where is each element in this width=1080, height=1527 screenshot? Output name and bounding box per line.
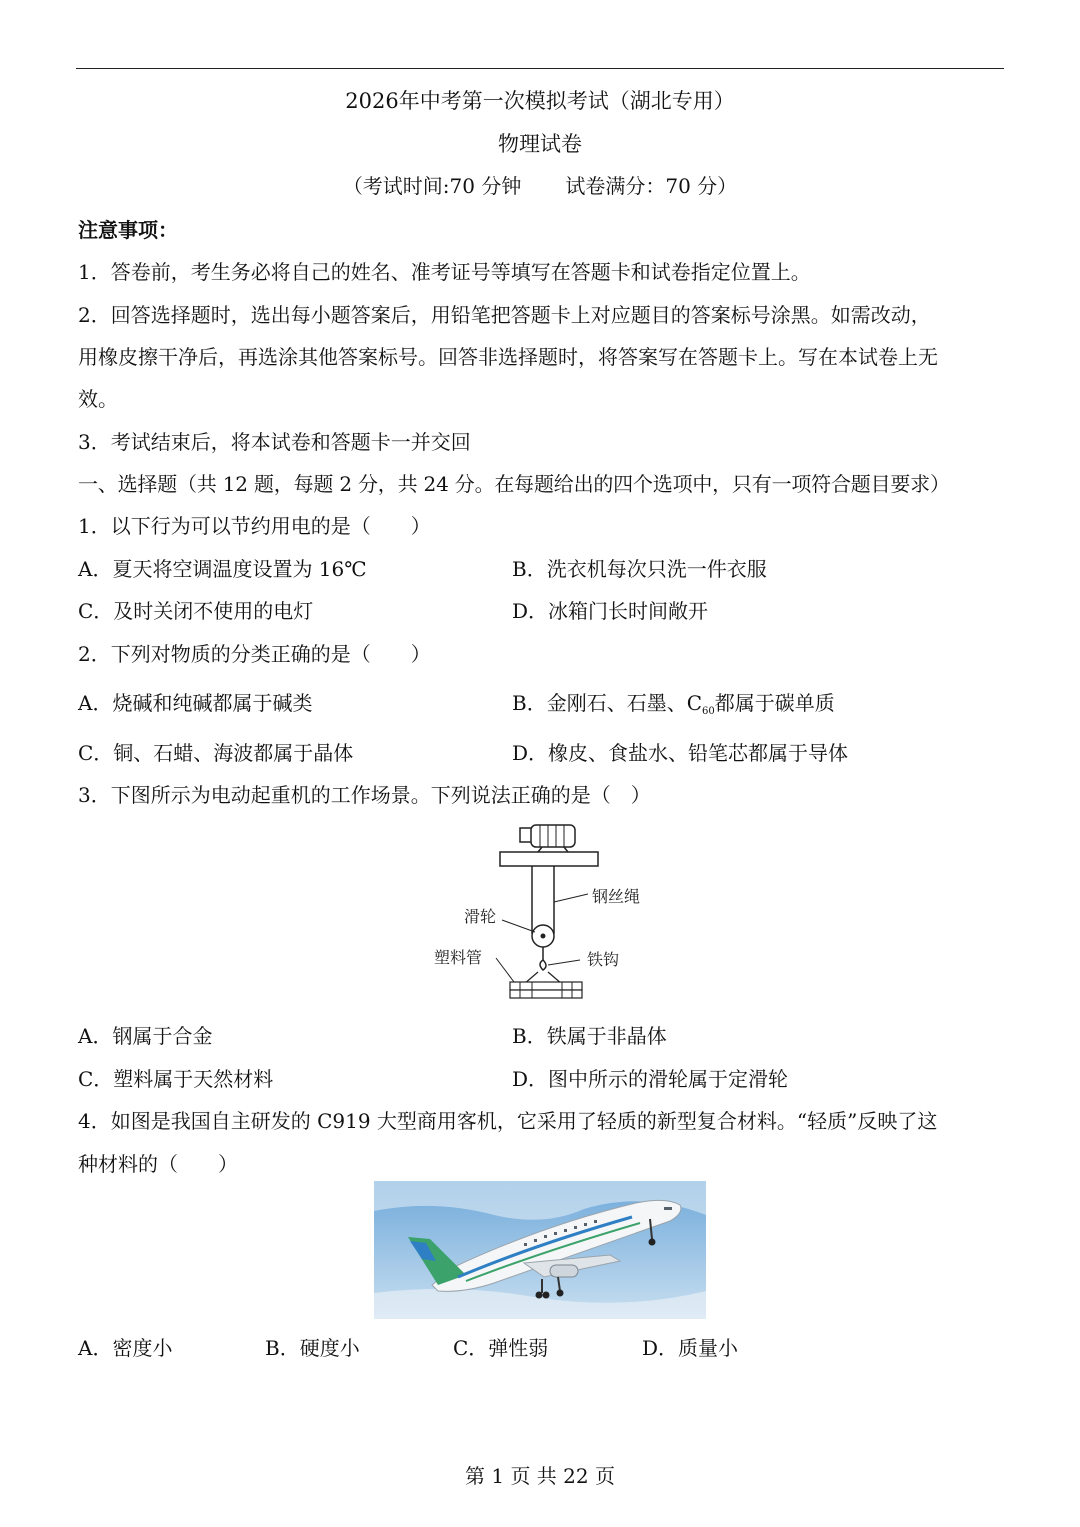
q1-option-c: C．及时关闭不使用的电灯	[78, 599, 314, 623]
exam-title: 2026年中考第一次模拟考试（湖北专用）	[345, 89, 735, 113]
motor-icon	[531, 825, 575, 847]
top-rule	[76, 68, 1004, 69]
q2-option-b	[512, 687, 835, 717]
q3-option-c: C．塑料属于天然材料	[78, 1067, 274, 1091]
label-pulley: 滑轮	[464, 907, 497, 926]
q4-option-c: C．弹性弱	[453, 1336, 549, 1360]
section-heading: 一、选择题（共 12 题，每题 2 分，共 24 分。在每题给出的四个选项中，只有一项符合题目要求）	[78, 472, 950, 496]
plastic-pipe	[510, 982, 582, 990]
score-info: 试卷满分：70 分）	[565, 174, 738, 198]
q2-stem: 2．下列对物质的分类正确的是（ ）	[78, 642, 431, 666]
c919-airplane-photo	[374, 1181, 706, 1319]
hook-icon	[540, 960, 546, 970]
q1-option-d: D．冰箱门长时间敞开	[512, 599, 709, 623]
q3-option-d: D．图中所示的滑轮属于定滑轮	[512, 1067, 789, 1091]
q2-option-a: A．烧碱和纯碱都属于碱类	[78, 691, 313, 715]
q4-stem-line2: 种材料的（ ）	[78, 1152, 238, 1176]
q1-option-a: A．夏天将空调温度设置为 16℃	[78, 557, 367, 581]
beam	[500, 852, 598, 866]
q3-stem: 3．下图所示为电动起重机的工作场景。下列说法正确的是（ ）	[78, 783, 651, 807]
q2-option-c: C．铜、石蜡、海波都属于晶体	[78, 741, 354, 765]
notice-item: 3．考试结束后，将本试卷和答题卡一并交回	[78, 430, 471, 454]
notice-item: 1．答卷前，考生务必将自己的姓名、准考证号等填写在答题卡和试卷指定位置上。	[78, 260, 811, 284]
engine	[550, 1265, 578, 1277]
page-number: 第 1 页 共 22 页	[465, 1464, 615, 1488]
label-hook: 铁钩	[587, 950, 620, 969]
q2-option-b-text: B．金刚石、石墨、C	[512, 691, 702, 715]
notice-item: 2．回答选择题时，选出每小题答案后，用铅笔把答题卡上对应题目的答案标号涂黑。如需改动，	[78, 303, 931, 327]
q2-option-d: D．橡皮、食盐水、铅笔芯都属于导体	[512, 741, 849, 765]
notice-item: 效。	[78, 387, 118, 411]
notice-item: 用橡皮擦干净后，再选涂其他答案标号。回答非选择题时，将答案写在答题卡上。写在本试卷上无	[78, 345, 938, 369]
q3-option-a: A．钢属于合金	[78, 1024, 213, 1048]
time-info: （考试时间:70 分钟	[342, 174, 522, 198]
motor-end	[520, 828, 532, 842]
crane-figure	[420, 822, 660, 1004]
q4-option-d: D．质量小	[642, 1336, 739, 1360]
q2-option-b-tail: 都属于碳单质	[714, 691, 835, 715]
q1-stem: 1．以下行为可以节约用电的是（ ）	[78, 514, 431, 538]
exam-info	[0, 170, 1080, 199]
q4-option-b: B．硬度小	[265, 1336, 360, 1360]
q4-option-a: A．密度小	[78, 1336, 173, 1360]
label-pipe: 塑料管	[434, 948, 483, 967]
exam-subject: 物理试卷	[498, 132, 582, 156]
q3-option-b: B．铁属于非晶体	[512, 1024, 667, 1048]
q1-option-b: B．洗衣机每次只洗一件衣服	[512, 557, 767, 581]
q2-option-b-subscript: 60	[702, 706, 715, 717]
notice-heading: 注意事项：	[78, 218, 178, 242]
q4-stem-line1: 4．如图是我国自主研发的 C919 大型商用客机，它采用了轻质的新型复合材料。“轻质”反映了这	[78, 1109, 938, 1133]
label-wire: 钢丝绳	[592, 887, 641, 906]
